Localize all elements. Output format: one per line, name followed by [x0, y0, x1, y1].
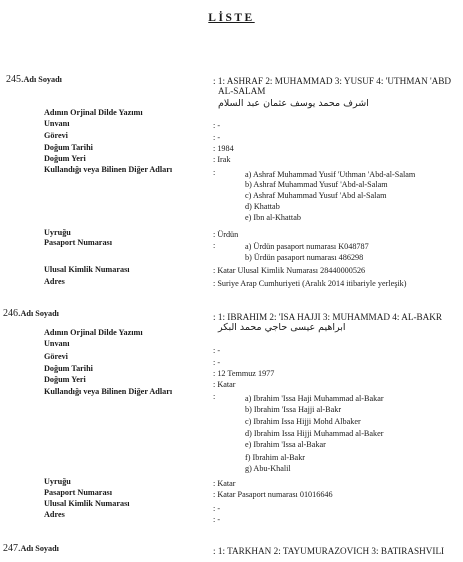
- name-value: : 1: ASHRAF 2: MUHAMMAD 3: YUSUF 4: 'UTHMAN 'ABD: [213, 76, 452, 86]
- passport-colon: :: [213, 241, 216, 250]
- page-title: LİSTE: [208, 12, 255, 24]
- address-label: Adres: [44, 510, 65, 519]
- title-value: : -: [213, 121, 221, 130]
- passport-value: : Katar Pasaport numarası 01016646: [213, 490, 333, 499]
- alias-colon: :: [213, 392, 216, 401]
- dob-label: Doğum Tarihi: [44, 143, 93, 152]
- alias-colon: :: [213, 168, 216, 177]
- national-id-value: : -: [213, 504, 221, 513]
- address-label: Adres: [44, 277, 65, 286]
- alias-label: Kullandığı veya Bilinen Diğer Adları: [44, 387, 173, 396]
- position-label: Görevi: [44, 352, 68, 361]
- passport-label: Pasaport Numarası: [44, 488, 112, 497]
- entry-number: 245.Adı Soyadı: [6, 74, 62, 85]
- dob-label: Doğum Tarihi: [44, 364, 93, 373]
- alias-item: b) Ibrahim 'Issa Hajji al-Bakr: [245, 405, 342, 414]
- pob-value: : Irak: [213, 155, 231, 164]
- nationality-label: Uyruğu: [44, 477, 71, 486]
- nationality-value: : Katar: [213, 479, 236, 488]
- name-value: : 1: TARKHAN 2: TAYUMURAZOVICH 3: BATIRASHVILI: [213, 546, 445, 556]
- original-name-value: ابراهيم عيسى حاجي محمد البكر: [218, 322, 346, 333]
- alias-item: a) Ibrahim 'Issa Haji Muhammad al-Bakar: [245, 394, 384, 403]
- passport-label: Pasaport Numarası: [44, 238, 112, 247]
- alias-label: Kullandığı veya Bilinen Diğer Adları: [44, 165, 173, 174]
- address-value: : -: [213, 515, 221, 524]
- pob-value: : Katar: [213, 380, 236, 389]
- original-name-label: Adının Orjinal Dilde Yazımı: [44, 108, 143, 117]
- title-label: Unvanı: [44, 339, 70, 348]
- title-value: : -: [213, 346, 221, 355]
- name-value-continued: AL-SALAM: [218, 86, 266, 96]
- national-id-label: Ulusal Kimlik Numarası: [44, 265, 130, 274]
- national-id-label: Ulusal Kimlik Numarası: [44, 499, 130, 508]
- title-label: Unvanı: [44, 119, 70, 128]
- alias-item: d) Khattab: [245, 202, 280, 211]
- alias-item: b) Ashraf Muhammad Yusuf 'Abd-al-Salam: [245, 180, 388, 189]
- pob-label: Doğum Yeri: [44, 375, 86, 384]
- dob-value: : 1984: [213, 144, 234, 153]
- alias-item: e) Ibrahim 'Issa al-Bakar: [245, 440, 326, 449]
- original-name-label: Adının Orjinal Dilde Yazımı: [44, 328, 143, 337]
- alias-item: a) Ashraf Muhammad Yusif 'Uthman 'Abd-al-Salam: [245, 170, 416, 179]
- national-id-value: : Katar Ulusal Kimlik Numarası 28440000526: [213, 266, 366, 275]
- alias-item: c) Ashraf Muhammad Yusuf 'Abd al-Salam: [245, 191, 387, 200]
- address-value: : Suriye Arap Cumhuriyeti (Aralık 2014 itibariyle yerleşik): [213, 279, 407, 288]
- dob-value: : 12 Temmuz 1977: [213, 369, 275, 378]
- alias-item: d) Ibrahim Issa Hijji Muhammad al-Baker: [245, 429, 384, 438]
- position-value: : -: [213, 358, 221, 367]
- entry-number: 247.Adı Soyadı: [3, 543, 59, 554]
- alias-item: e) Ibn al-Khattab: [245, 213, 301, 222]
- name-value: : 1: IBRAHIM 2: 'ISA HAJJI 3: MUHAMMAD 4: AL-BAKR: [213, 312, 443, 322]
- passport-item: b) Ürdün pasaport numarası 486298: [245, 253, 364, 262]
- alias-item: g) Abu-Khalil: [245, 464, 291, 473]
- nationality-value: : Ürdün: [213, 230, 239, 239]
- alias-item: c) Ibrahim Issa Hijji Mohd Albaker: [245, 417, 361, 426]
- position-label: Görevi: [44, 131, 68, 140]
- position-value: : -: [213, 133, 221, 142]
- passport-item: a) Ürdün pasaport numarası K048787: [245, 242, 369, 251]
- original-name-value: اشرف محمد يوسف عثمان عبد السلام: [218, 98, 369, 109]
- pob-label: Doğum Yeri: [44, 154, 86, 163]
- entry-number: 246.Adı Soyadı: [3, 308, 59, 319]
- alias-item: f) Ibrahim al-Bakr: [245, 453, 306, 462]
- nationality-label: Uyruğu: [44, 228, 71, 237]
